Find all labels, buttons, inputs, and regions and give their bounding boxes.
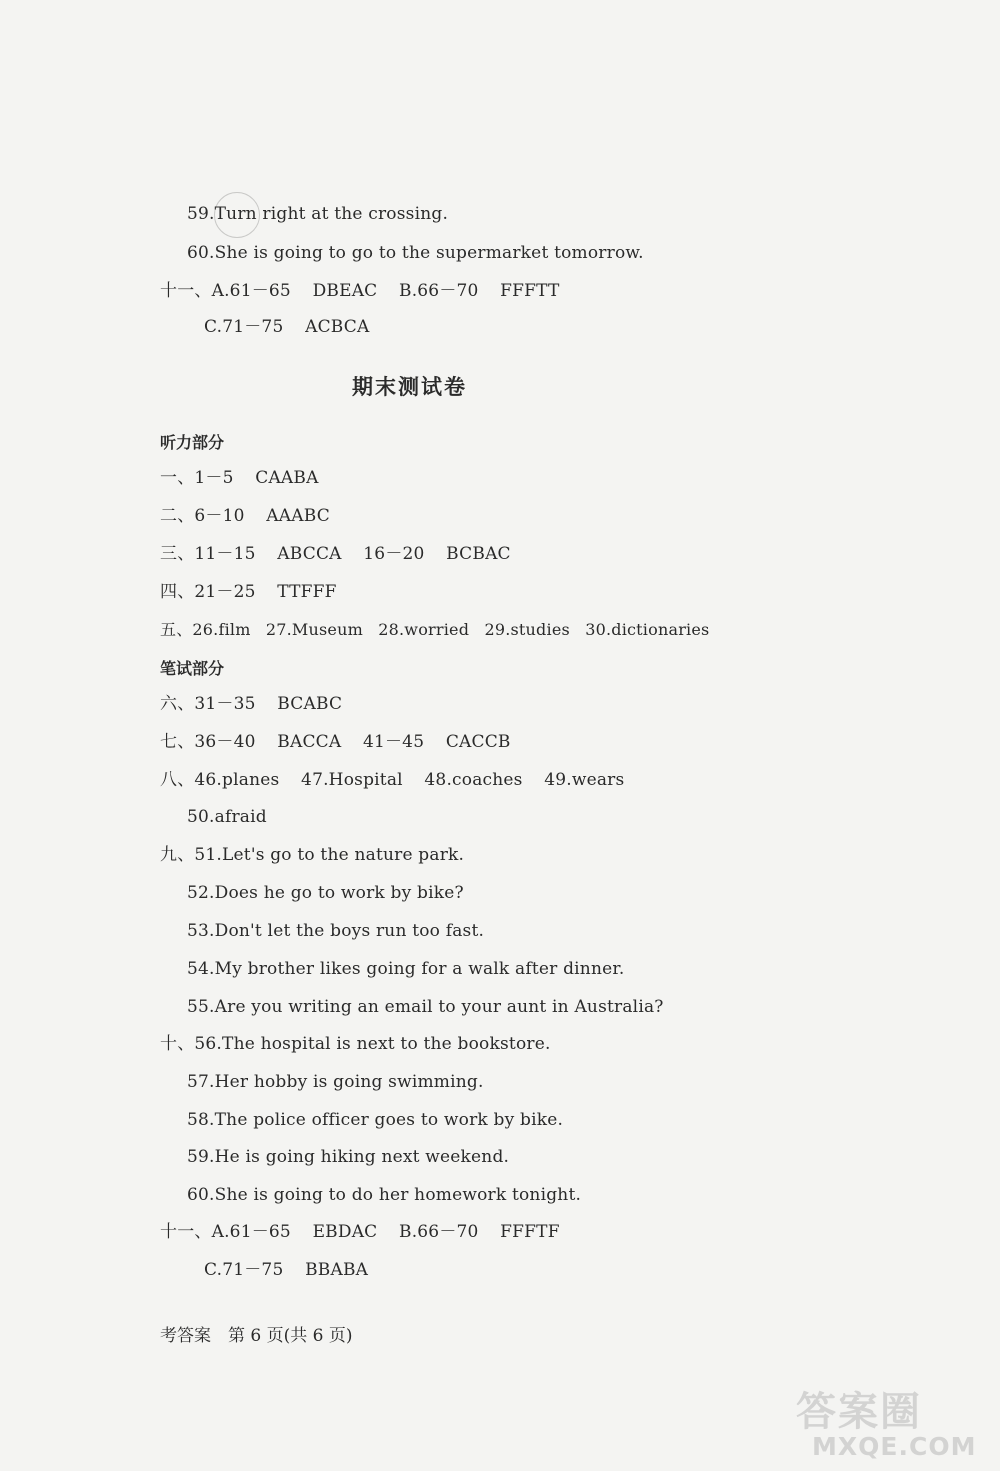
s8-48: 48.coaches [424, 770, 523, 790]
s3-label: 三、11－15 [160, 544, 256, 564]
s8-46: 八、46.planes [160, 770, 280, 790]
s11-a-answers: DBEAC [312, 281, 378, 301]
s5-26: 五、26.film [160, 620, 251, 639]
listening-header: 听力部分 [160, 433, 225, 452]
watermark-site: MXQE.COM [812, 1432, 977, 1461]
s11-a-label: 十一、A.61－65 [160, 1222, 291, 1242]
s11-b-label: B.66－70 [399, 281, 479, 301]
writing-s8 [160, 769, 624, 791]
writing-header: 笔试部分 [160, 659, 225, 678]
writing-s6 [160, 693, 342, 715]
s5-27: 27.Museum [265, 620, 363, 639]
s11-c-answers: ACBCA [305, 317, 370, 337]
s7-answers-2: CACCB [445, 732, 511, 752]
listening-s5 [160, 619, 709, 641]
answer-53: 53.Don't let the boys run too fast. [187, 921, 485, 941]
s7-answers-1: BACCA [277, 732, 342, 752]
s1-answers: CAABA [255, 468, 319, 488]
writing-s7 [160, 731, 511, 753]
writing-s8-50: 50.afraid [187, 807, 267, 827]
s11-c-label: C.71－75 [204, 317, 284, 337]
listening-s2 [160, 505, 330, 527]
s11-b-answers: FFFTT [500, 281, 560, 301]
answer-60-top: 60.She is going to go to the supermarket tomorrow. [187, 243, 644, 263]
s8-47: 47.Hospital [301, 770, 403, 790]
s2-answers: AAABC [266, 506, 330, 526]
s6-answers: BCABC [277, 694, 343, 714]
answer-56: 十、56.The hospital is next to the bookstore. [160, 1034, 551, 1054]
s11-a-answers: EBDAC [312, 1222, 378, 1242]
answer-57: 57.Her hobby is going swimming. [187, 1072, 484, 1092]
answer-59-top: 59.Turn right at the crossing. [187, 204, 449, 224]
watermark-title: 答案圈 [796, 1389, 922, 1435]
s11-b-answers: FFFTF [500, 1222, 560, 1242]
s5-30: 30.dictionaries [585, 620, 710, 639]
s7-label: 七、36－40 [160, 732, 256, 752]
page-footer: 考答案 第 6 页(共 6 页) [160, 1326, 353, 1346]
s6-label: 六、31－35 [160, 694, 256, 714]
site-watermark [796, 1380, 992, 1464]
answer-55: 55.Are you writing an email to your aunt in Australia? [187, 997, 664, 1017]
s3-label-2: 16－20 [363, 544, 425, 564]
listening-s3 [160, 543, 511, 565]
section-11-top-row1 [160, 280, 560, 302]
answer-59: 59.He is going hiking next weekend. [187, 1147, 510, 1167]
answer-52: 52.Does he go to work by bike? [187, 883, 464, 903]
section-11-top-row2 [204, 316, 369, 338]
s2-label: 二、6－10 [160, 506, 245, 526]
s7-label-2: 41－45 [362, 732, 425, 752]
writing-s11-row1 [160, 1221, 560, 1243]
page-title: 期末测试卷 [352, 375, 467, 399]
s5-29: 29.studies [484, 620, 570, 639]
listening-s4 [160, 581, 337, 603]
s11-b-label: B.66－70 [399, 1222, 479, 1242]
s4-answers: TTFFF [277, 582, 337, 602]
answer-58: 58.The police officer goes to work by bike. [187, 1110, 564, 1130]
listening-s1 [160, 467, 319, 489]
answer-54: 54.My brother likes going for a walk after dinner. [187, 959, 625, 979]
s8-49: 49.wears [544, 770, 625, 790]
writing-s11-row2 [204, 1259, 368, 1281]
s3-answers-2: BCBAC [446, 544, 511, 564]
s11-c-label: C.71－75 [204, 1260, 284, 1280]
s1-label: 一、1－5 [160, 468, 234, 488]
answer-60: 60.She is going to do her homework tonight. [187, 1185, 582, 1205]
s11-a-label: 十一、A.61－65 [160, 281, 291, 301]
s11-c-answers: BBABA [305, 1260, 369, 1280]
answer-51: 九、51.Let's go to the nature park. [160, 845, 465, 865]
s3-answers-1: ABCCA [277, 544, 342, 564]
s5-28: 28.worried [378, 620, 470, 639]
s4-label: 四、21－25 [160, 582, 256, 602]
